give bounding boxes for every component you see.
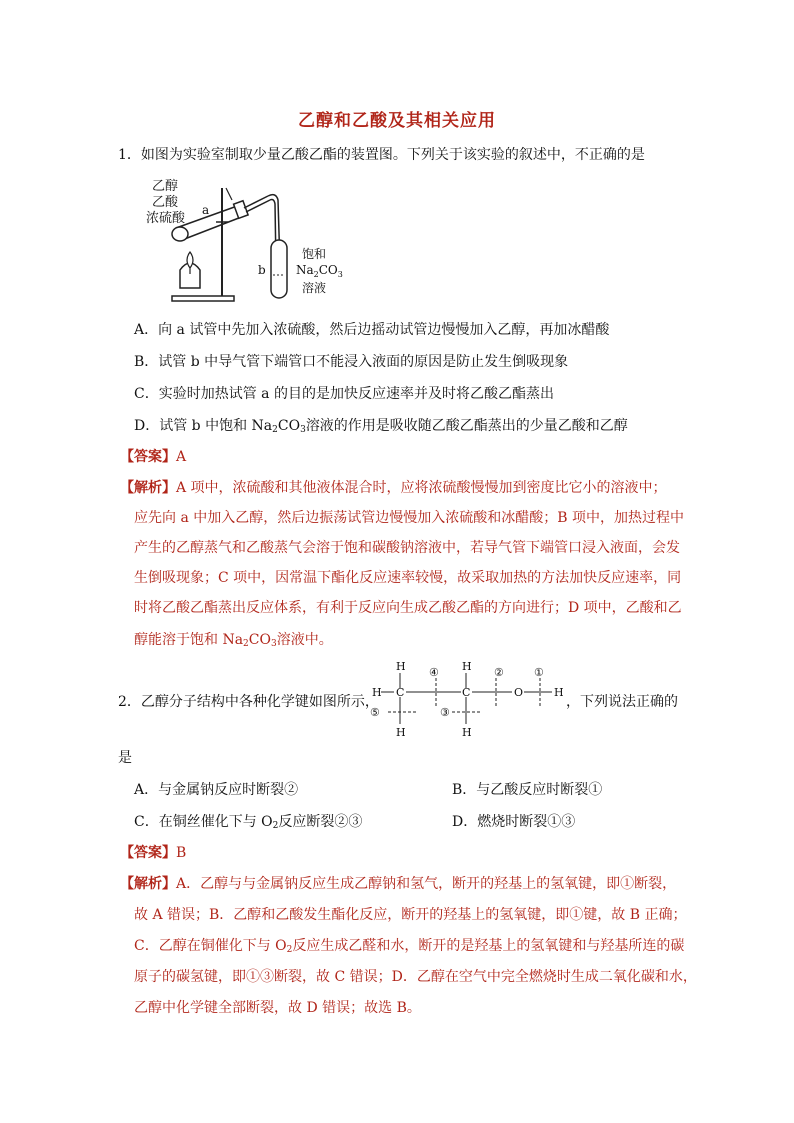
q1-analysis-text-1: A 项中，浓硫酸和其他液体混合时，应将浓硫酸慢慢加到密度比它小的溶液中； bbox=[176, 480, 667, 496]
q2-atom-h-bottom-2: H bbox=[462, 726, 472, 739]
q1-option-b: B．试管 b 中导气管下端管口不能浸入液面的原因是防止发生倒吸现象 bbox=[134, 354, 569, 370]
q1-fig-co: CO bbox=[318, 263, 338, 277]
q2-answer bbox=[120, 843, 186, 863]
q2-analysis-tag: 【解析】 bbox=[120, 876, 176, 892]
q2-option-d: D．燃烧时断裂①③ bbox=[452, 814, 576, 830]
q2-bond-5: ⑤ bbox=[370, 706, 380, 719]
q2-answer-tag: 【答案】 bbox=[120, 845, 176, 861]
q1-analysis-line-5: 时将乙酸乙酯蒸出反应体系，有利于反应向生成乙酸乙酯的方向进行；D 项中，乙酸和乙 bbox=[134, 600, 682, 616]
q2-option-a: A．与金属钠反应时断裂② bbox=[134, 782, 299, 798]
q2-option-c-post: 反应断裂②③ bbox=[278, 814, 363, 830]
q2-analysis-line-2: 故 A 错误；B．乙醇和乙酸发生酯化反应，断开的羟基上的氢氧键，即①键，故 B 正确； bbox=[134, 907, 687, 923]
q1-option-d-pre: D．试管 b 中饱和 Na bbox=[134, 418, 273, 434]
q2-atom-c-1: C bbox=[396, 686, 405, 699]
q2-analysis-third-pre: C．乙醇在铜催化下与 O bbox=[134, 938, 287, 954]
q1-fig-solution: 溶液 bbox=[302, 281, 327, 295]
q2-option-c-pre: C．在铜丝催化下与 O bbox=[134, 814, 273, 830]
q2-atom-h-top-1: H bbox=[396, 660, 406, 673]
q2-analysis-line-4: 原子的碳氢键，即①③断裂，故 C 错误；D．乙醇在空气中完全燃烧时生成二氧化碳和水， bbox=[134, 969, 697, 985]
q1-apparatus-figure bbox=[140, 170, 370, 310]
q1-fig-label-a: a bbox=[202, 203, 210, 217]
q1-analysis-line-4: 生倒吸现象；C 项中，因常温下酯化反应速率较慢，故采取加热的方法加快反应速率，同 bbox=[134, 570, 682, 586]
q1-fig-label-b: b bbox=[258, 263, 266, 277]
q1-option-d-post: 溶液的作用是吸收随乙酸乙酯蒸出的少量乙酸和乙醇 bbox=[305, 418, 628, 434]
q1-fig-saturated: 饱和 bbox=[302, 247, 327, 261]
q1-option-d-sub3: 3 bbox=[300, 425, 306, 435]
q1-option-c: C．实验时加热试管 a 的目的是加快反应速率并及时将乙酸乙酯蒸出 bbox=[134, 386, 554, 402]
svg-text:Na2CO3 bbox=[296, 263, 343, 279]
q2-analysis-line-5: 乙醇中化学键全部断裂，故 D 错误；故选 B。 bbox=[134, 1000, 421, 1016]
q2-option-c-sub: 2 bbox=[272, 821, 279, 831]
q1-analysis-line-1 bbox=[120, 478, 667, 498]
q2-ethanol-structure bbox=[368, 656, 568, 742]
q2-stem-cont: 是 bbox=[118, 750, 132, 766]
q1-analysis-last-sub2: 2 bbox=[243, 639, 249, 649]
q1-fig-reagent-h2so4: 浓硫酸 bbox=[146, 211, 186, 226]
q1-fig-co-sub: 3 bbox=[337, 270, 343, 279]
page-title: 乙醇和乙酸及其相关应用 bbox=[298, 111, 496, 131]
q2-analysis-line-3 bbox=[134, 936, 684, 960]
q1-answer-value: A bbox=[176, 449, 187, 465]
q2-atom-h-top-2: H bbox=[462, 660, 472, 673]
q2-bond-4: ④ bbox=[429, 666, 439, 679]
q1-analysis-last-post: 溶液中。 bbox=[276, 632, 333, 648]
q1-fig-na-sub: 2 bbox=[313, 270, 319, 279]
q2-option-b: B．与乙酸反应时断裂① bbox=[452, 782, 603, 798]
q1-fig-na: Na bbox=[296, 263, 314, 277]
q1-option-a: A．向 a 试管中先加入浓硫酸，然后边摇动试管边慢慢加入乙醇，再加冰醋酸 bbox=[134, 322, 610, 338]
q1-fig-reagent-acid: 乙酸 bbox=[152, 195, 179, 210]
q1-stem: 1．如图为实验室制取少量乙酸乙酯的装置图。下列关于该实验的叙述中，不正确的是 bbox=[118, 147, 645, 163]
q1-fig-reagent-ethanol: 乙醇 bbox=[152, 179, 179, 194]
q1-answer bbox=[120, 447, 186, 467]
q2-answer-value: B bbox=[176, 845, 187, 861]
q2-atom-h-bottom-1: H bbox=[396, 726, 406, 739]
q2-analysis-line-1 bbox=[120, 874, 676, 894]
q1-analysis-line-6 bbox=[134, 630, 333, 654]
q2-atom-h-left: H bbox=[372, 686, 382, 699]
q1-answer-tag: 【答案】 bbox=[120, 449, 176, 465]
q1-option-d-mid: CO bbox=[277, 418, 301, 434]
q2-stem-post: ，下列说法正确的 bbox=[566, 694, 678, 710]
q2-bond-1: ① bbox=[534, 666, 544, 679]
q2-analysis-text-1: A．乙醇与与金属钠反应生成乙醇钠和氢气，断开的羟基上的氢氧键，即①断裂， bbox=[176, 876, 677, 892]
q1-analysis-last-mid: CO bbox=[248, 632, 271, 648]
q1-option-d bbox=[134, 416, 628, 440]
q1-analysis-last-sub3: 3 bbox=[270, 639, 277, 649]
q2-atom-h-right: H bbox=[554, 686, 564, 699]
q2-analysis-third-post: 反应生成乙醛和水，断开的是羟基上的氢氧键和与羟基所连的碳 bbox=[292, 938, 685, 954]
q2-atom-c-2: C bbox=[462, 686, 471, 699]
q2-bond-3: ③ bbox=[440, 706, 450, 719]
q1-analysis-line-2: 应先向 a 中加入乙醇，然后边振荡试管边慢慢加入浓硫酸和冰醋酸；B 项中，加热过程中 bbox=[134, 510, 684, 526]
q2-bond-2: ② bbox=[494, 666, 504, 679]
q2-stem-pre: 2．乙醇分子结构中各种化学键如图所示， bbox=[118, 694, 379, 710]
q2-analysis-third-sub: 2 bbox=[286, 945, 293, 955]
q2-atom-o: O bbox=[514, 686, 524, 699]
q1-analysis-last-pre: 醇能溶于饱和 Na bbox=[134, 632, 244, 648]
q1-option-d-sub2: 2 bbox=[272, 425, 278, 435]
q2-option-c bbox=[134, 812, 362, 836]
q1-analysis-line-3: 产生的乙醇蒸气和乙酸蒸气会溶于饱和碳酸钠溶液中，若导气管下端管口浸入液面，会发 bbox=[134, 540, 680, 556]
q1-analysis-tag: 【解析】 bbox=[120, 480, 176, 496]
